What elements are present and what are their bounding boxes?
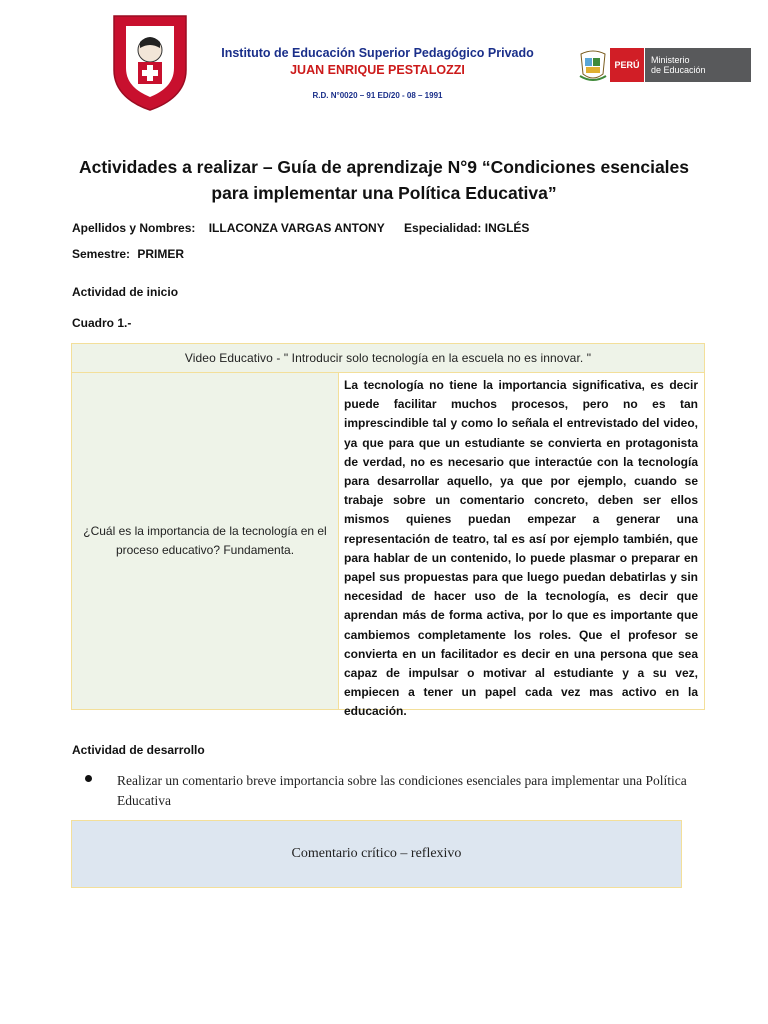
title-line2: para implementar una Política Educativa” [211, 183, 557, 203]
semester-value: PRIMER [137, 247, 185, 261]
document-title [60, 154, 708, 206]
table-answer: La tecnología no tiene la importancia significativa, es decir puede facilitar muchos procesos, pero no es tan imprescindible tal y como lo señala el entrevistado del video, ya que para que un estudiante se convierta en protagonista de verdad, no es necesario que interactúe con la tecnología para desarrollar aquello, ya que por ejemplo, cuando se trabaje sobre un comentario concreto, deben ser ellos mismos quienes puedan empezar a generar una representación de teatro, tal es así por ejemplo también, que para hablar de un contenido, lo puede plasmar o preparar en papel sus propuestas para que luego puedan debatirlas y sin necesidad de hacer uso de la tecnología, es decir que aprendan más de forma activa, por lo que es importante que cambiemos completamente los roles. Que el profesor se convierta en un facilitador es decir en una persona que sea capaz de impulsar o motivar al estudiante y a su vez, empiecen a tener un papel cada vez mas activo en la educación. [344, 378, 698, 719]
resolution-number: R.D. N°0020 – 91 ED/20 - 08 – 1991 [312, 91, 443, 100]
institute-name: Instituto de Educación Superior Pedagógico Privado [221, 46, 534, 60]
ministry-line1: Ministerio [651, 55, 690, 65]
names-label: Apellidos y Nombres: [72, 221, 196, 235]
peru-label: PERÚ [610, 48, 644, 82]
title-line1: Actividades a realizar – Guía de aprendizaje N°9 “Condiciones esenciales [78, 157, 690, 177]
bullet-icon [85, 775, 92, 782]
specialty: Especialidad: INGLÉS [404, 221, 530, 235]
activity-start-heading: Actividad de inicio [72, 285, 179, 299]
bullet-text: Realizar un comentario breve importancia sobre las condiciones esenciales para implementar una Política Educativa [117, 773, 687, 808]
ministry-logo [578, 48, 751, 82]
ministry-line2: de Educación [651, 65, 706, 75]
semester-label: Semestre: [72, 247, 131, 261]
activity-table [71, 343, 705, 719]
table-caption: Cuadro 1.- [72, 316, 132, 330]
activity-development-heading: Actividad de desarrollo [72, 743, 205, 757]
institute-logo [110, 12, 190, 112]
semester-info [72, 247, 184, 261]
institute-subname: JUAN ENRIQUE PESTALOZZI [290, 63, 465, 77]
comment-box-label: Comentario crítico – reflexivo [291, 846, 462, 861]
table-question: ¿Cuál es la importancia de la tecnología en el proceso educativo? Fundamenta. [72, 373, 339, 709]
names-value: ILLACONZA VARGAS ANTONY [208, 221, 385, 235]
comment-box [71, 820, 682, 888]
student-info [72, 221, 535, 235]
coat-of-arms-icon [578, 48, 608, 82]
table-header: Video Educativo - " Introducir solo tecnología en la escuela no es innovar. " [72, 344, 704, 373]
ministry-label [644, 48, 751, 82]
institute-header [200, 46, 555, 100]
